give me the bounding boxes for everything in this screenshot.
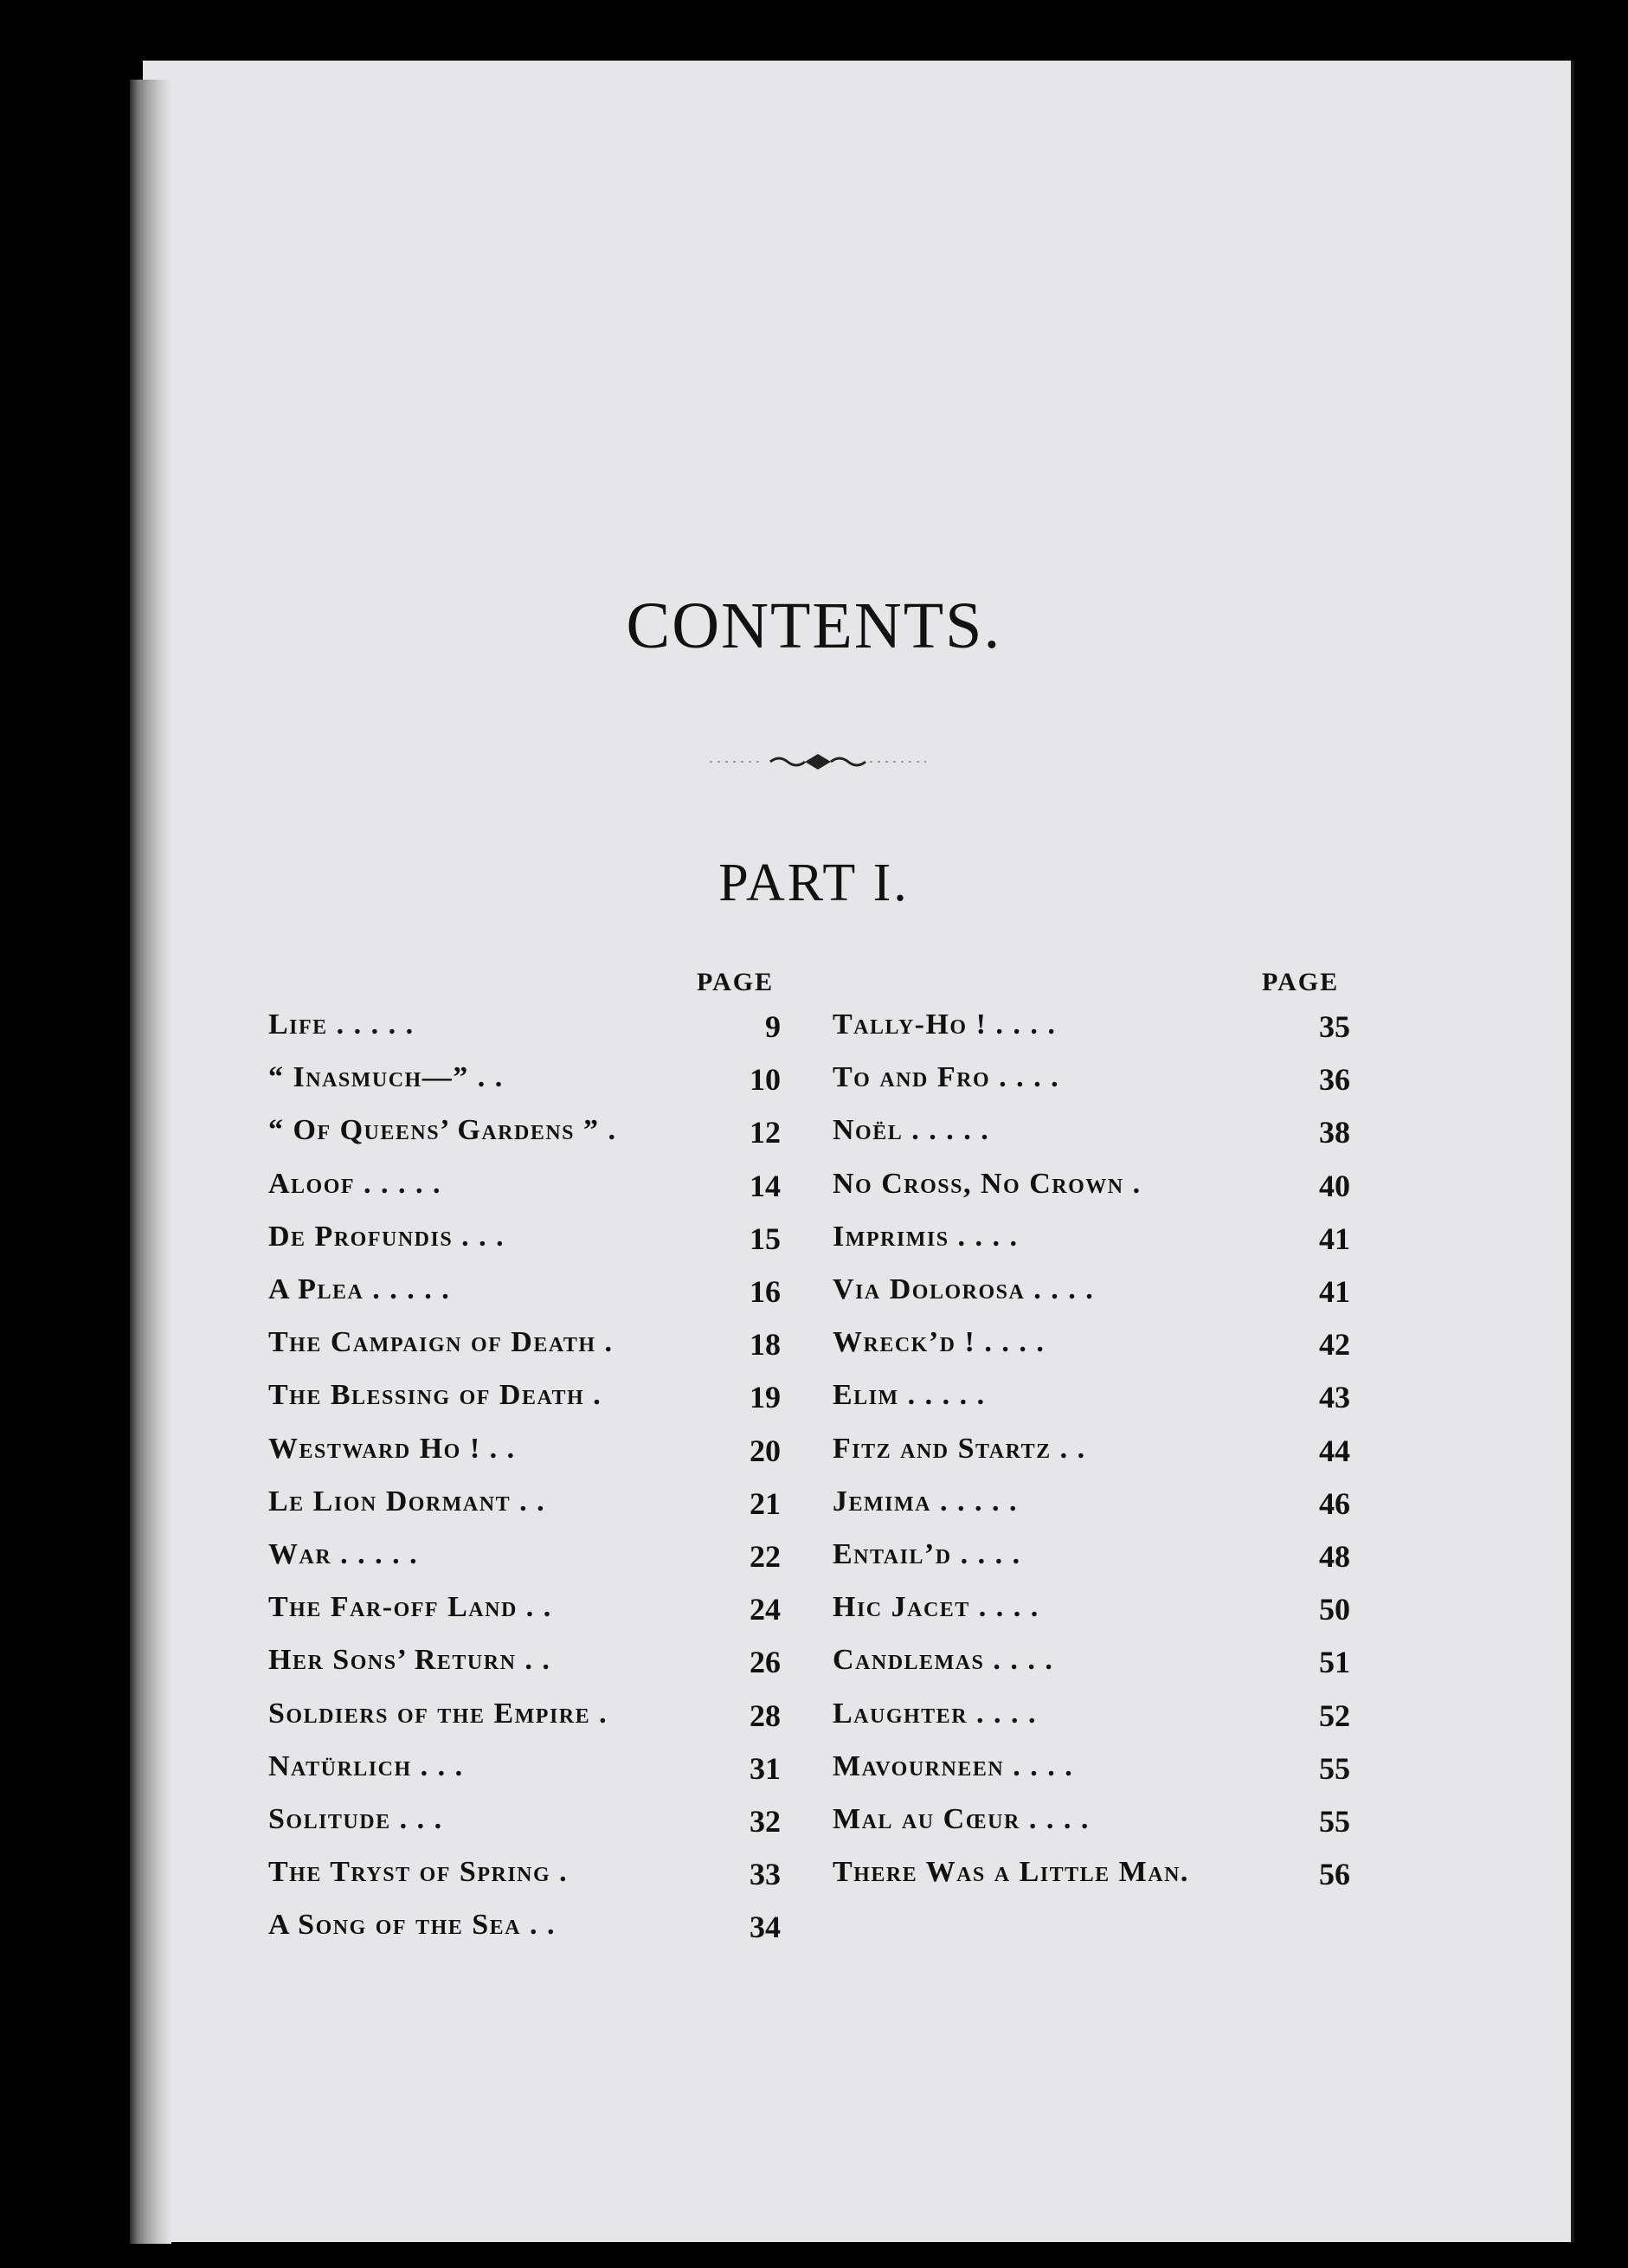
toc-entry: [833, 1803, 1350, 1850]
toc-entry-title: De Profundis . . .: [268, 1220, 505, 1253]
toc-entry-title: To and Fro . . . .: [833, 1061, 1060, 1094]
toc-entry-title: Hic Jacet . . . .: [833, 1591, 1039, 1624]
toc-entry: [833, 1538, 1350, 1585]
toc-entry-page: 20: [750, 1433, 781, 1468]
toc-entry: [833, 1221, 1350, 1267]
toc-entry-title: Soldiers of the Empire .: [268, 1697, 608, 1730]
book-spine-shadow: [130, 80, 171, 2244]
toc-entry-page: 41: [1319, 1274, 1350, 1309]
toc-entry-title: A Plea . . . . .: [268, 1273, 451, 1305]
toc-entry: [268, 1591, 781, 1638]
toc-entry: [833, 1698, 1350, 1744]
toc-entry-page: 14: [750, 1168, 781, 1203]
toc-entry-page: 34: [750, 1910, 781, 1945]
toc-entry-title: “ Of Queens’ Gardens ” .: [268, 1114, 617, 1147]
toc-entry-page: 12: [750, 1115, 781, 1150]
toc-entry-title: Candlemas . . . .: [833, 1644, 1054, 1677]
toc-entry-page: 26: [750, 1645, 781, 1680]
toc-entry: [833, 1326, 1350, 1373]
toc-entry: [268, 1909, 781, 1956]
page-column-header: PAGE: [1262, 968, 1340, 996]
toc-entry-title: Mal au Cœur . . . .: [833, 1803, 1090, 1835]
toc-entry: [833, 1750, 1350, 1797]
toc-entry-title: No Cross, No Crown .: [833, 1167, 1142, 1200]
toc-entry: [268, 1433, 781, 1479]
toc-entry: [268, 1698, 781, 1744]
toc-entry: [833, 1168, 1350, 1215]
toc-entry: [268, 1061, 781, 1108]
toc-entry-title: Tally-Ho ! . . . .: [833, 1008, 1057, 1041]
toc-entry-title: Wreck’d ! . . . .: [833, 1326, 1046, 1359]
page-column-header: PAGE: [697, 968, 775, 996]
toc-entry-page: 35: [1319, 1009, 1350, 1044]
toc-entry: [268, 1750, 781, 1797]
toc-entry-title: The Far-off Land . .: [268, 1591, 552, 1624]
toc-entry-title: The Blessing of Death .: [268, 1379, 602, 1412]
toc-entry-page: 40: [1319, 1168, 1350, 1203]
toc-entry-title: Entail’d . . . .: [833, 1538, 1021, 1570]
toc-entry-title: There Was a Little Man.: [833, 1856, 1189, 1889]
toc-entry-page: 9: [765, 1009, 781, 1044]
toc-entry-title: Solitude . . .: [268, 1803, 443, 1835]
toc-entry-title: A Song of the Sea . .: [268, 1909, 557, 1942]
toc-entry-page: 52: [1319, 1698, 1350, 1733]
toc-entry-title: Fitz and Startz . .: [833, 1432, 1086, 1465]
toc-entry-title: “ Inasmuch—” . .: [268, 1061, 504, 1094]
toc-entry-title: Le Lion Dormant . .: [268, 1485, 546, 1517]
toc-entry-title: Aloof . . . . .: [268, 1167, 442, 1200]
toc-entry-page: 32: [750, 1804, 781, 1839]
toc-entry-page: 18: [750, 1327, 781, 1363]
toc-entry-title: Westward Ho ! . .: [268, 1432, 516, 1465]
toc-entry: [268, 1485, 781, 1532]
toc-entry-page: 16: [750, 1274, 781, 1309]
toc-entry-page: 50: [1319, 1592, 1350, 1627]
toc-entry: [833, 1433, 1350, 1479]
toc-entry: [268, 1168, 781, 1215]
toc-entry-page: 15: [750, 1221, 781, 1256]
toc-entry: [833, 1061, 1350, 1108]
toc-entry: [268, 1538, 781, 1585]
toc-entry-title: Life . . . . .: [268, 1008, 415, 1041]
toc-entry: [268, 1644, 781, 1691]
toc-entry: [268, 1803, 781, 1850]
toc-entry-page: 46: [1319, 1485, 1350, 1521]
toc-entry-page: 31: [750, 1750, 781, 1786]
toc-entry-page: 41: [1319, 1221, 1350, 1256]
toc-entry: [833, 1856, 1350, 1903]
toc-entry-page: 28: [750, 1698, 781, 1733]
page-title: CONTENTS.: [626, 590, 1002, 662]
toc-entry: [268, 1008, 781, 1055]
toc-entry-page: 33: [750, 1857, 781, 1892]
toc-entry: [268, 1114, 781, 1161]
toc-entry-page: 36: [1319, 1062, 1350, 1098]
part-heading: PART I.: [718, 854, 910, 912]
toc-entry: [268, 1856, 781, 1903]
toc-entry: [268, 1326, 781, 1373]
toc-entry: [833, 1008, 1350, 1055]
toc-entry-page: 43: [1319, 1380, 1350, 1415]
toc-entry-title: Via Dolorosa . . . .: [833, 1273, 1095, 1305]
toc-entry: [833, 1114, 1350, 1161]
toc-entry-title: Laughter . . . .: [833, 1697, 1038, 1730]
toc-entry-page: 51: [1319, 1645, 1350, 1680]
toc-entry: [833, 1273, 1350, 1320]
toc-entry-page: 48: [1319, 1539, 1350, 1574]
toc-entry-title: Imprimis . . . .: [833, 1220, 1019, 1253]
toc-entry: [268, 1221, 781, 1267]
toc-entry-title: Her Sons’ Return . .: [268, 1644, 551, 1677]
toc-entry-page: 55: [1319, 1750, 1350, 1786]
toc-entry-title: The Campaign of Death .: [268, 1326, 614, 1359]
toc-entry: [833, 1485, 1350, 1532]
toc-entry: [833, 1644, 1350, 1691]
toc-entry-title: The Tryst of Spring .: [268, 1856, 569, 1889]
toc-entry-title: Noël . . . . .: [833, 1114, 990, 1147]
toc-entry-title: Mavourneen . . . .: [833, 1749, 1074, 1782]
toc-entry-page: 21: [750, 1485, 781, 1521]
toc-entry: [833, 1591, 1350, 1638]
toc-entry-page: 55: [1319, 1804, 1350, 1839]
page-edge: [1571, 61, 1574, 2242]
toc-entry-page: 56: [1319, 1857, 1350, 1892]
toc-entry: [833, 1379, 1350, 1426]
toc-entry-page: 19: [750, 1380, 781, 1415]
toc-entry-title: Jemima . . . . .: [833, 1485, 1018, 1517]
toc-entry-title: Natürlich . . .: [268, 1749, 464, 1782]
toc-entry-page: 44: [1319, 1433, 1350, 1468]
toc-entry-page: 22: [750, 1539, 781, 1574]
toc-entry-page: 10: [750, 1062, 781, 1098]
toc-entry: [268, 1379, 781, 1426]
toc-entry-title: Elim . . . . .: [833, 1379, 986, 1412]
toc-entry: [268, 1273, 781, 1320]
toc-entry-page: 38: [1319, 1115, 1350, 1150]
toc-entry-page: 42: [1319, 1327, 1350, 1363]
ornament-divider: [710, 744, 926, 779]
toc-entry-title: War . . . . .: [268, 1538, 419, 1570]
toc-entry-page: 24: [750, 1592, 781, 1627]
